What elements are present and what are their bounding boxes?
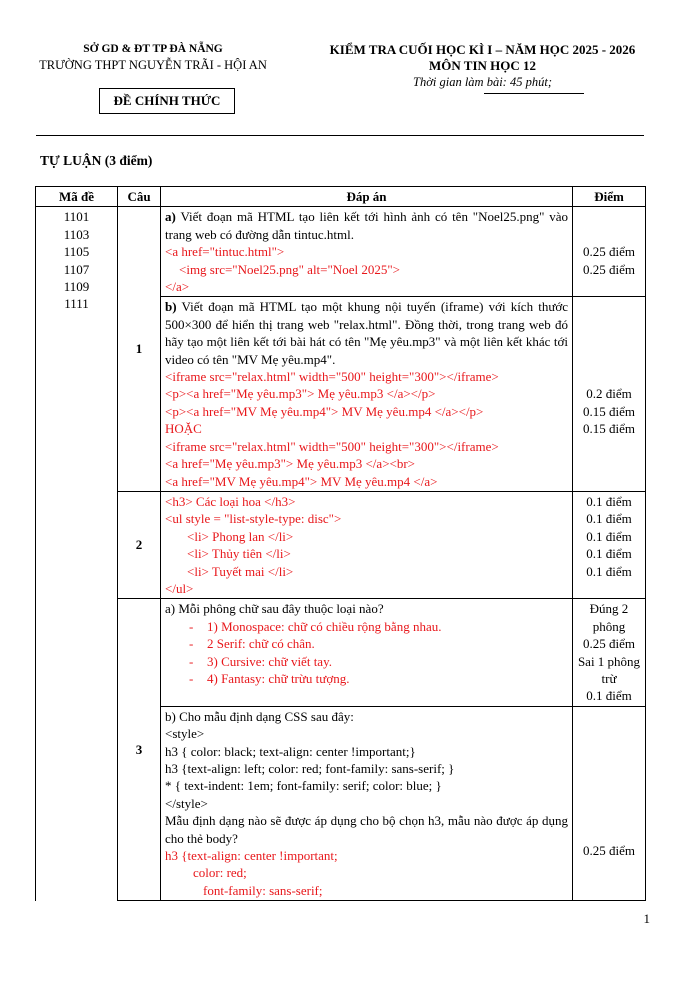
header-right (295, 42, 670, 94)
answer-cell (161, 491, 573, 598)
code-line: <a href="tintuc.html"> (165, 244, 285, 260)
question-text: Mẫu định dạng nào sẽ được áp dụng cho bộ chọn h3, mẫu nào được áp dụng cho thẻ body? (165, 813, 568, 846)
score-cell (573, 706, 646, 900)
department-name: SỞ GD & ĐT TP ĐÀ NẴNG (83, 43, 223, 55)
question-text: b) Cho mẫu định dạng CSS sau đây: (165, 708, 354, 724)
score-value: 0.25 điểm (583, 842, 635, 858)
question-text: b) Viết đoạn mã HTML tạo một khung nội tuyến (iframe) với kích thước 500×300 để hiển thị trang web "relax.html". Đồng thời, trong trang web đó hãy tạo một liên kết tới bài hát có tên "Mẹ yêu.mp3" và một liên kết khác tới video có tên "MV Mẹ yêu.mp4". (165, 299, 569, 367)
answer-table (35, 186, 646, 901)
font-answer-list (165, 618, 568, 688)
question-text: a) Viết đoạn mã HTML tạo liên kết tới hình ảnh có tên "Noel25.png" vào trang web có đường dẫn tintuc.html. (165, 209, 568, 242)
question-number-cell (118, 491, 161, 598)
school-name: TRƯỜNG THPT NGUYỄN TRÃI - HỘI AN (39, 58, 267, 72)
page-number: 1 (643, 911, 650, 926)
list-item: - 4) Fantasy: chữ trừu tượng. (165, 670, 568, 687)
score-value: 0.1 điểm (586, 563, 632, 579)
css-line: <style> (165, 726, 205, 742)
subject-title: MÔN TIN HỌC 12 (428, 58, 536, 73)
score-value: 0.1 điểm (586, 546, 632, 562)
question-number-cell (118, 599, 161, 901)
table-header-row (36, 187, 646, 207)
official-stamp: ĐỀ CHÍNH THỨC (99, 88, 235, 114)
css-line: h3 {text-align: left; color: red; font-family: sans-serif; } (165, 761, 455, 776)
score-note: Sai 1 phông trừ (577, 653, 641, 686)
header-left (28, 42, 278, 73)
question-number: 3 (135, 742, 143, 758)
score-value: 0.1 điểm (586, 528, 632, 544)
question-number: 1 (135, 341, 143, 357)
question-number: 2 (135, 537, 143, 553)
css-line: * { text-indent: 1em; font-family: serif; color: blue; } (165, 778, 442, 794)
list-item: - 1) Monospace: chữ có chiều rộng bằng nhau. (165, 618, 568, 635)
time-underline (484, 93, 584, 94)
code-line: </a> (165, 279, 190, 295)
header-divider (36, 135, 644, 136)
code-line: <img src="Noel25.png" alt="Noel 2025"> (179, 261, 400, 277)
answer-line: font-family: sans-serif; (203, 882, 323, 898)
css-line: h3 { color: black; text-align: center !important;} (165, 743, 416, 759)
table-row (36, 207, 646, 297)
answer-cell (161, 599, 573, 706)
code-line: HOẶC (165, 421, 202, 437)
code-line: <a href="MV Mẹ yêu.mp4"> MV Mẹ yêu.mp4 </a> (165, 473, 438, 489)
exam-code: 1107 (63, 261, 90, 277)
answer-cell (161, 297, 573, 491)
score-value: 0.25 điểm (583, 261, 635, 277)
code-line: <h3> Các loại hoa </h3> (165, 493, 296, 509)
code-line: <li> Tuyết mai </li> (187, 563, 294, 579)
score-value: 0.25 điểm (583, 636, 635, 652)
header-code: Mã đề (36, 187, 118, 207)
code-line: <li> Thủy tiên </li> (187, 546, 291, 562)
exam-code: 1109 (63, 279, 90, 295)
score-value: 0.1 điểm (586, 493, 632, 509)
score-value: 0.1 điểm (586, 688, 632, 704)
score-cell (573, 207, 646, 297)
score-value: 0.15 điểm (583, 421, 635, 437)
score-value: 0.25 điểm (583, 244, 635, 260)
code-line: <p><a href="MV Mẹ yêu.mp4"> MV Mẹ yêu.mp4 </a></p> (165, 403, 484, 419)
score-value: 0.1 điểm (586, 511, 632, 527)
exam-code: 1111 (64, 296, 89, 312)
score-cell (573, 599, 646, 706)
table-row (36, 491, 646, 598)
exam-code: 1105 (63, 244, 90, 260)
question-number-cell (118, 207, 161, 492)
code-line: <iframe src="relax.html" width="500" height="300"></iframe> (165, 369, 499, 385)
code-line: </ul> (165, 580, 194, 596)
score-value: 0.15 điểm (583, 403, 635, 419)
table-row (36, 599, 646, 706)
exam-code-cell (36, 207, 118, 901)
code-line: <p><a href="Mẹ yêu.mp3"> Mẹ yêu.mp3 </a></p> (165, 386, 436, 402)
answer-cell (161, 706, 573, 900)
exam-code: 1101 (63, 209, 90, 225)
answer-cell (161, 207, 573, 297)
code-line: <li> Phong lan </li> (187, 528, 294, 544)
score-cell (573, 491, 646, 598)
section-title: TỰ LUẬN (3 điểm) (40, 153, 153, 168)
header-answer: Đáp án (161, 187, 573, 207)
list-item: - 2 Serif: chữ có chân. (165, 635, 568, 652)
exam-code: 1103 (63, 226, 90, 242)
code-line: <a href="Mẹ yêu.mp3"> Mẹ yêu.mp3 </a><br> (165, 456, 416, 472)
code-line: <iframe src="relax.html" width="500" height="300"></iframe> (165, 438, 499, 454)
score-note: Đúng 2 phông (589, 601, 629, 634)
score-cell (573, 297, 646, 491)
css-line: </style> (165, 795, 208, 811)
score-value: 0.2 điểm (586, 386, 632, 402)
question-text: a) Mỗi phông chữ sau đây thuộc loại nào? (165, 601, 384, 617)
list-item: - 3) Cursive: chữ viết tay. (165, 653, 568, 670)
answer-line: color: red; (193, 865, 247, 881)
code-line: <ul style = "list-style-type: disc"> (165, 511, 342, 527)
header-score: Điểm (573, 187, 646, 207)
answer-line: h3 {text-align: center !important; (165, 848, 338, 864)
header-question: Câu (118, 187, 161, 207)
exam-time: Thời gian làm bài: 45 phút; (413, 75, 552, 89)
exam-title: KIỂM TRA CUỐI HỌC KÌ I – NĂM HỌC 2025 - 2026 (329, 42, 636, 57)
